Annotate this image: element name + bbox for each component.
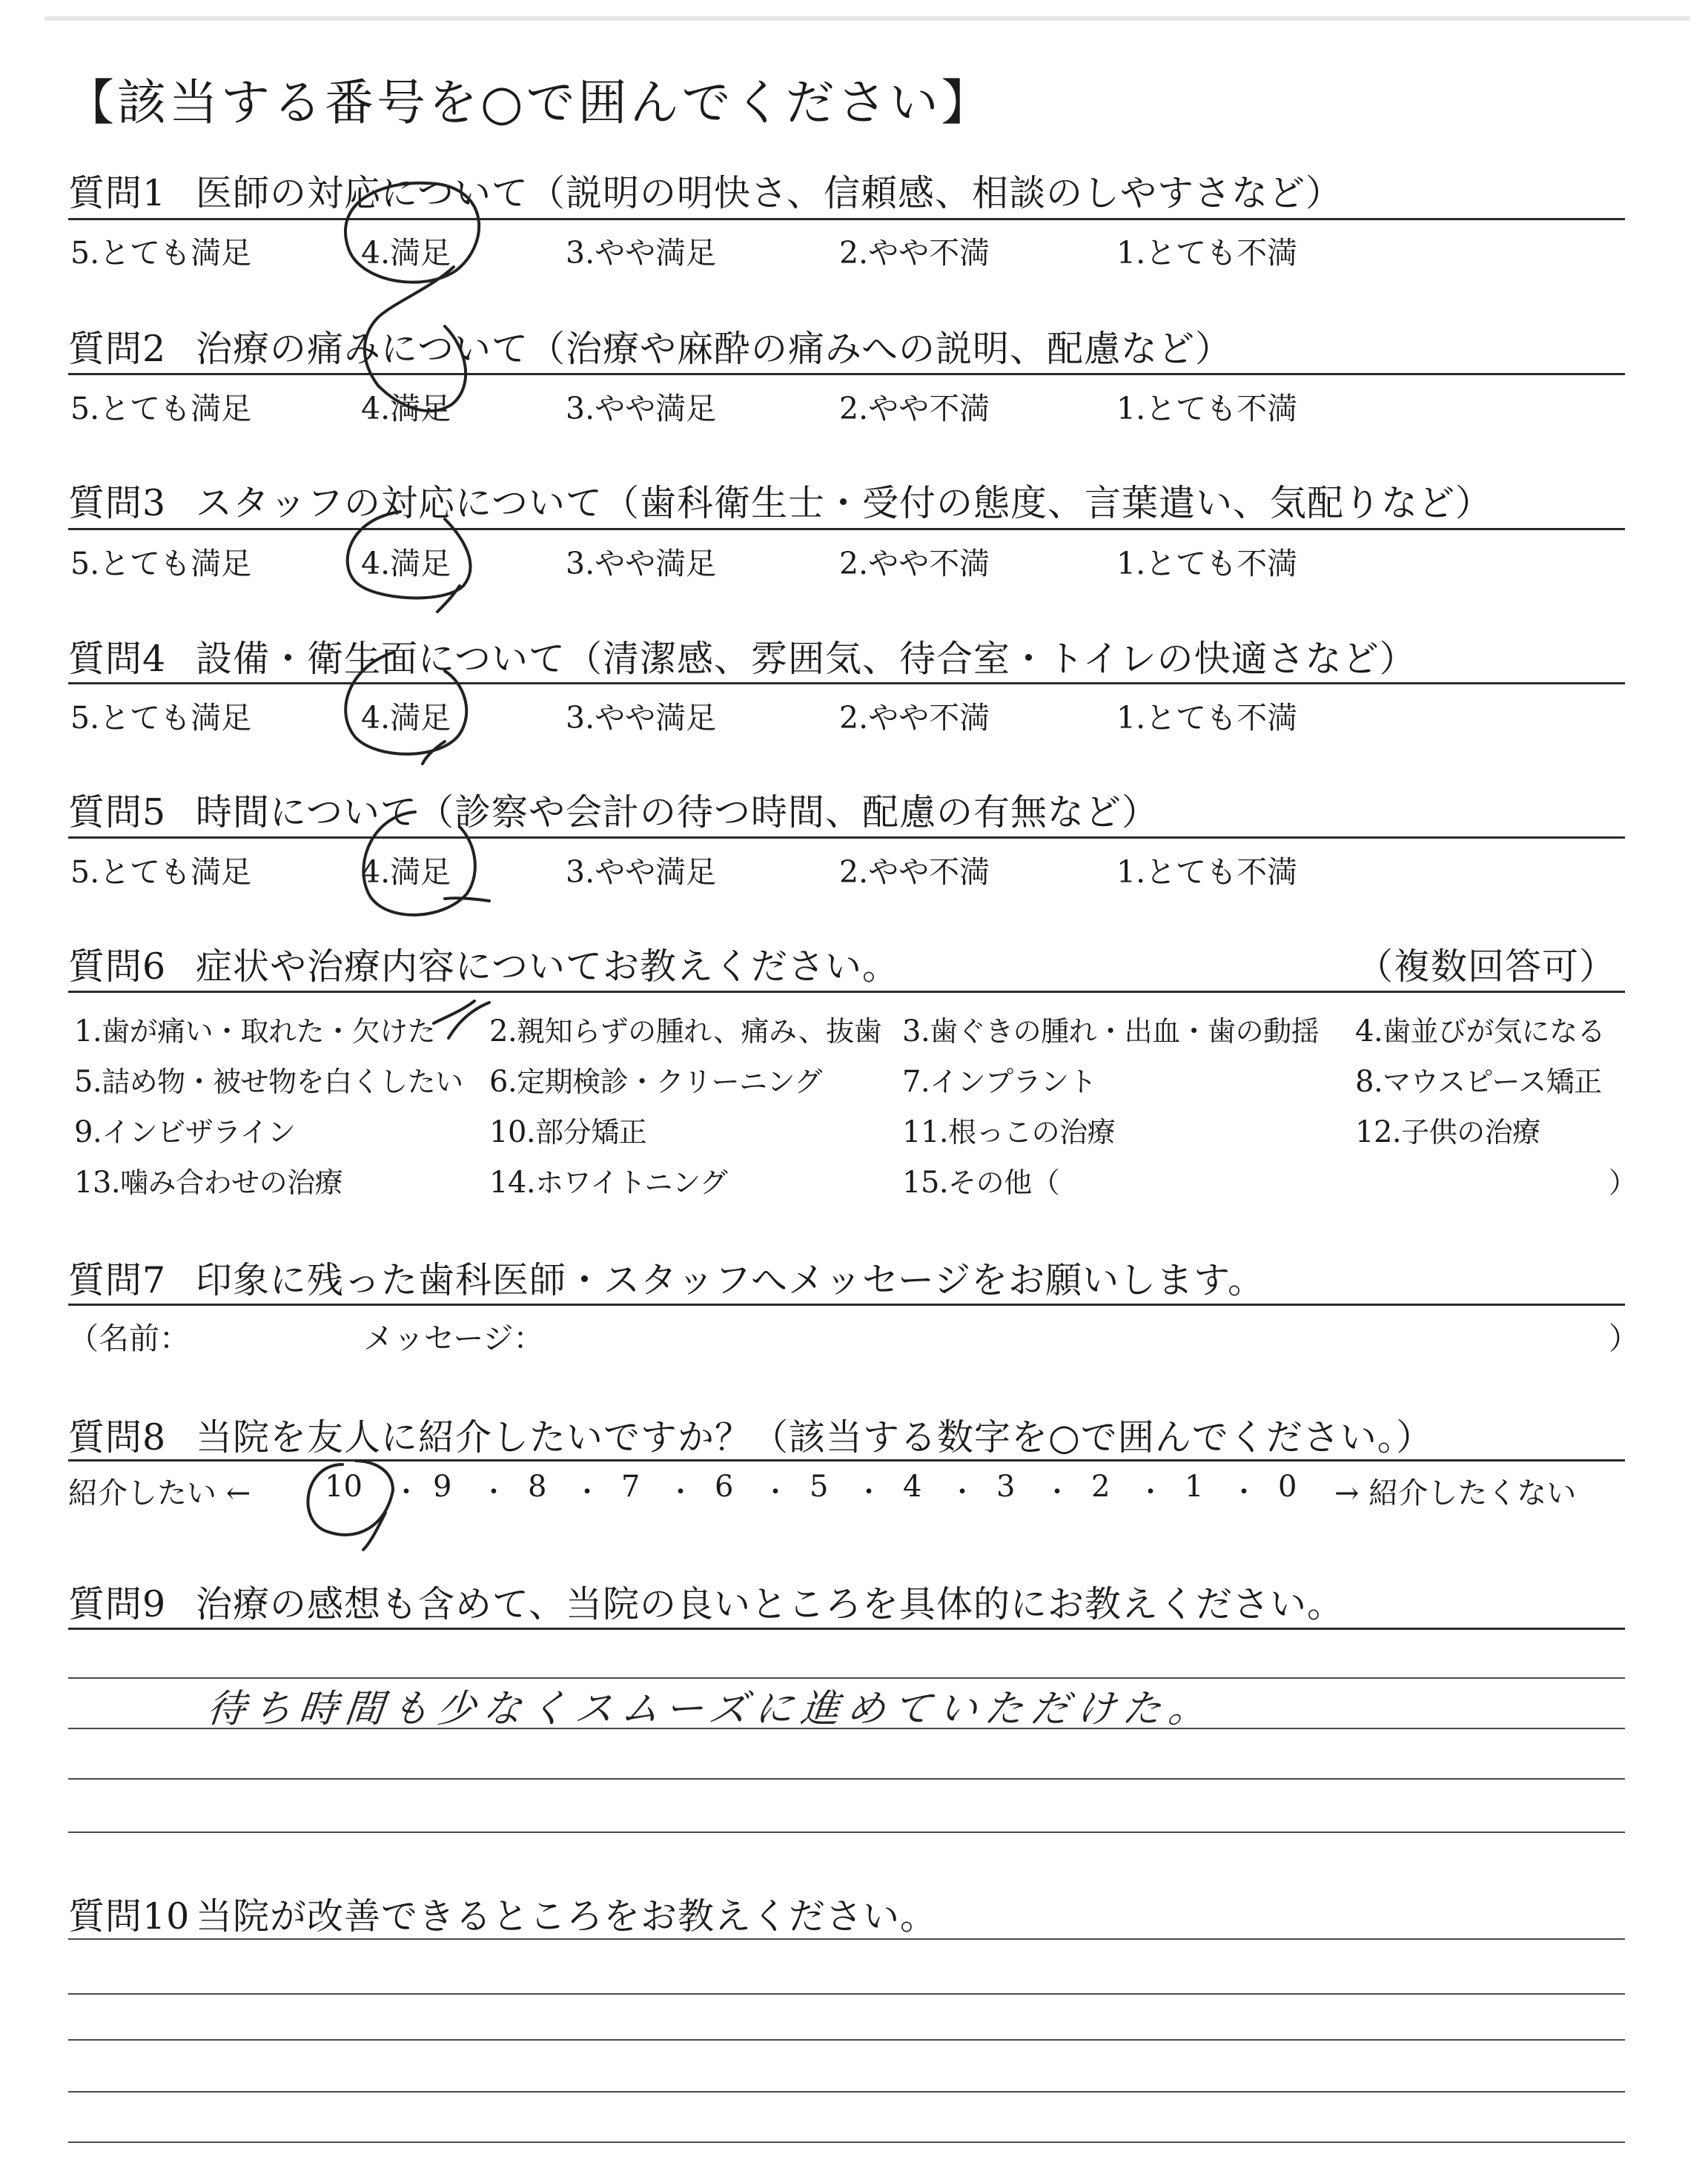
separator-dot: ・ [667, 1477, 695, 1507]
question-text: 当院を友人に紹介したいですか？（該当する数字を○で囲んでください。） [196, 1416, 1434, 1459]
recommend-label: 紹介したい ← [68, 1476, 251, 1510]
q1-option-5[interactable]: 5.とても満足 [70, 235, 252, 271]
score-8[interactable]: 8 [528, 1470, 547, 1504]
question-text: 設備・衛生面について（清潔感、雰囲気、待合室・トイレの快適さなど） [196, 638, 1417, 680]
handwritten-answer[interactable]: 待ち時間も少なくスムーズに進めていただけた。 [205, 1687, 1217, 1731]
question-number: 質問3 [68, 482, 167, 524]
item-number: 3. [902, 1014, 930, 1048]
item-label: 詰め物・被せ物を白くしたい [102, 1066, 463, 1098]
question-number: 質問7 [68, 1259, 167, 1301]
item-label: 歯が痛い・取れた・欠けた [102, 1015, 436, 1048]
question-number: 質問1 [68, 172, 167, 214]
item-number: 13. [74, 1166, 121, 1200]
q6-check-mark [434, 1001, 489, 1038]
q8-circle-mark [308, 1461, 393, 1550]
item-number: 15. [902, 1166, 949, 1200]
question-text: 治療の感想も含めて、当院の良いところを具体的にお教えください。 [196, 1583, 1345, 1625]
q1-option-4[interactable]: 4.満足 [361, 235, 451, 271]
multiple-answer-note: （複数回答可） [1357, 945, 1617, 988]
q1-option-1[interactable]: 1.とても不満 [1116, 235, 1298, 271]
q2-option-4[interactable]: 4.満足 [361, 391, 451, 426]
question-number: 質問10 [68, 1895, 191, 1938]
q4-option-2[interactable]: 2.やや不満 [839, 700, 990, 736]
item-label: ホワイトニング [535, 1166, 728, 1199]
question-text: 当院が改善できるところをお教えください。 [196, 1895, 938, 1938]
question-text: スタッフの対応について（歯科衛生士・受付の態度、言葉遣い、気配りなど） [196, 482, 1493, 524]
item-label: インビザライン [102, 1116, 296, 1149]
q5-option-5[interactable]: 5.とても満足 [70, 854, 252, 890]
score-5[interactable]: 5 [810, 1470, 829, 1504]
q3-option-4[interactable]: 4.満足 [361, 546, 451, 581]
message-field-label: メッセージ： [363, 1321, 544, 1356]
item-label: マウスピース矯正 [1383, 1066, 1602, 1098]
item-number: 10. [489, 1115, 536, 1149]
q5-option-1[interactable]: 1.とても不満 [1116, 854, 1298, 890]
item-label: 子供の治療 [1401, 1116, 1540, 1149]
question-text: 治療の痛みについて（治療や麻酔の痛みへの説明、配慮など） [196, 328, 1233, 370]
item-number: 12. [1355, 1115, 1402, 1149]
separator-dot: ・ [574, 1477, 601, 1507]
item-label: 歯ぐきの腫れ・出血・歯の動揺 [930, 1015, 1320, 1048]
item-number: 5. [74, 1065, 102, 1099]
name-field-label: （名前： [68, 1321, 190, 1356]
item-number: 11. [902, 1115, 949, 1149]
item-number: 2. [489, 1014, 517, 1048]
question-text: 医師の対応について（説明の明快さ、信頼感、相談のしやすさなど） [196, 172, 1343, 214]
item-label: 歯並びが気になる [1383, 1015, 1606, 1048]
item-label: 噛み合わせの治療 [120, 1166, 343, 1199]
q2-option-2[interactable]: 2.やや不満 [839, 391, 990, 426]
q5-option-2[interactable]: 2.やや不満 [839, 854, 990, 890]
separator-dot: ・ [949, 1477, 976, 1507]
question-number: 質問2 [68, 328, 167, 370]
not-recommend-label: → 紹介したくない [1334, 1476, 1577, 1510]
item-label: 部分矯正 [535, 1116, 647, 1149]
q5-option-4[interactable]: 4.満足 [361, 854, 451, 890]
q1-option-3[interactable]: 3.やや満足 [566, 235, 717, 271]
item-label: 根っこの治療 [948, 1116, 1116, 1149]
item-label: インプラント [930, 1066, 1097, 1098]
question-text: 症状や治療内容についてお教えください。 [196, 945, 900, 988]
q2-circle-mark [365, 311, 466, 411]
score-3[interactable]: 3 [996, 1470, 1016, 1504]
q4-option-1[interactable]: 1.とても不満 [1116, 700, 1298, 736]
q4-option-5[interactable]: 5.とても満足 [70, 700, 252, 736]
q2-option-5[interactable]: 5.とても満足 [70, 391, 252, 426]
q3-option-2[interactable]: 2.やや不満 [839, 546, 990, 581]
item-number: 14. [489, 1166, 536, 1200]
score-10[interactable]: 10 [325, 1470, 363, 1504]
question-text: 印象に残った歯科医師・スタッフへメッセージをお願いします。 [196, 1259, 1265, 1301]
q3-option-1[interactable]: 1.とても不満 [1116, 546, 1298, 581]
q2-option-1[interactable]: 1.とても不満 [1116, 391, 1298, 426]
item-label: 定期検診・クリーニング [517, 1066, 822, 1098]
q1-option-2[interactable]: 2.やや不満 [839, 235, 990, 271]
score-6[interactable]: 6 [715, 1470, 734, 1504]
item-number: 7. [902, 1065, 930, 1099]
q1-circle-mark [345, 183, 479, 311]
question-number: 質問6 [68, 945, 167, 988]
q3-option-5[interactable]: 5.とても満足 [70, 546, 252, 581]
question-number: 質問9 [68, 1583, 167, 1625]
score-2[interactable]: 2 [1091, 1470, 1110, 1504]
score-1[interactable]: 1 [1185, 1470, 1204, 1504]
q3-option-3[interactable]: 3.やや満足 [566, 546, 717, 581]
question-number: 質問8 [68, 1416, 167, 1459]
q3-circle-mark [348, 512, 471, 612]
other-close-paren: ） [1609, 1166, 1637, 1199]
separator-dot: ・ [393, 1477, 420, 1507]
question-text: 時間について（診察や会計の待つ時間、配慮の有無など） [196, 791, 1159, 833]
question-number: 質問4 [68, 638, 167, 680]
item-number: 1. [74, 1014, 102, 1048]
q5-option-3[interactable]: 3.やや満足 [566, 854, 717, 890]
item-number: 6. [489, 1065, 517, 1099]
separator-dot: ・ [855, 1477, 883, 1507]
item-label: 親知らずの腫れ、痛み、抜歯 [517, 1015, 882, 1048]
separator-dot: ・ [762, 1477, 790, 1507]
item-label: その他（ [948, 1166, 1060, 1199]
separator-dot: ・ [1231, 1477, 1258, 1507]
item-number: 8. [1355, 1065, 1383, 1099]
score-7[interactable]: 7 [621, 1470, 640, 1504]
message-close-paren: ） [1609, 1321, 1639, 1356]
instruction-header: 【該当する番号を○で囲んでください】 [65, 74, 993, 131]
item-number: 4. [1355, 1014, 1383, 1048]
q2-option-3[interactable]: 3.やや満足 [566, 391, 717, 426]
q5-circle-mark [363, 812, 489, 915]
separator-dot: ・ [1044, 1477, 1071, 1507]
q4-option-4[interactable]: 4.満足 [361, 700, 451, 736]
separator-dot: ・ [480, 1477, 508, 1507]
separator-dot: ・ [1137, 1477, 1165, 1507]
score-4[interactable]: 4 [903, 1470, 922, 1504]
score-0[interactable]: 0 [1278, 1470, 1297, 1504]
item-number: 9. [74, 1115, 102, 1149]
q4-circle-mark [345, 653, 466, 764]
score-9[interactable]: 9 [433, 1470, 452, 1504]
question-number: 質問5 [68, 791, 167, 833]
q4-option-3[interactable]: 3.やや満足 [566, 700, 717, 736]
